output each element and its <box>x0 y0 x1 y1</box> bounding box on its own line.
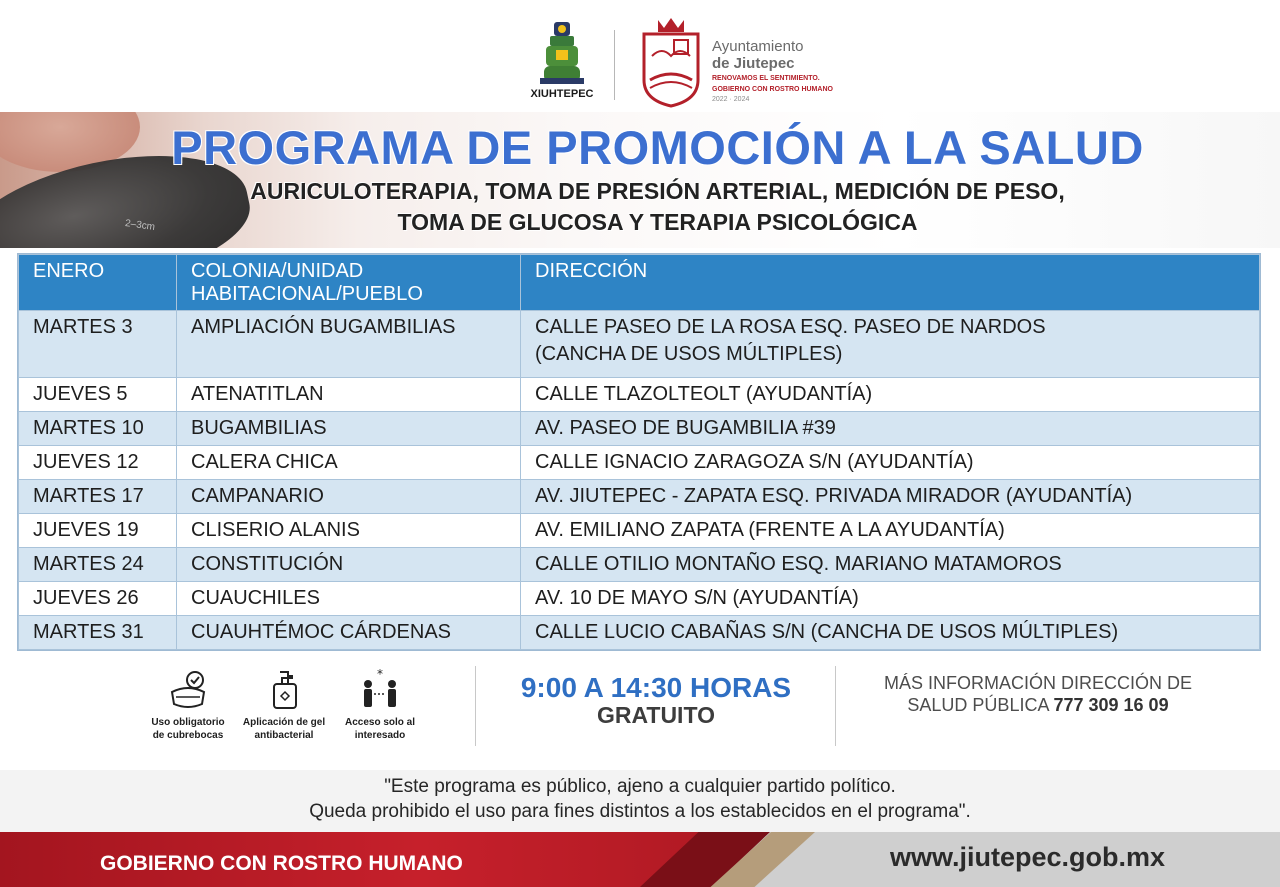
cell-colonia: CONSTITUCIÓN <box>177 548 521 582</box>
requirement-mask-line1: Uso obligatorio <box>151 717 225 728</box>
requirement-gel-line1: Aplicación de gel <box>242 717 326 728</box>
page-subtitle <box>0 176 1280 238</box>
sanitizer-icon <box>262 668 306 712</box>
table-row <box>19 378 1260 412</box>
xiuhtepec-caption: XIUHTEPEC <box>530 88 594 100</box>
table-row <box>19 480 1260 514</box>
requirement-gel-label <box>236 716 332 742</box>
table-row <box>19 514 1260 548</box>
requirements-icons <box>140 668 430 748</box>
table-header-row <box>19 255 1260 311</box>
cell-direccion <box>521 311 1260 378</box>
xiuhtepec-figure-icon <box>538 20 586 86</box>
table-row <box>19 616 1260 650</box>
requirement-gel-line2: antibacterial <box>254 730 314 741</box>
cell-direccion: CALLE TLAZOLTEOLT (AYUDANTÍA) <box>521 378 1260 412</box>
logo-divider <box>614 30 615 100</box>
header-colonia <box>177 255 521 311</box>
disclaimer-line1: "Este programa es público, ajeno a cualquier partido político. <box>384 776 896 797</box>
cell-direccion: AV. JIUTEPEC - ZAPATA ESQ. PRIVADA MIRADOR (AYUDANTÍA) <box>521 480 1260 514</box>
cell-direccion-line2: (CANCHA DE USOS MÚLTIPLES) <box>535 343 843 365</box>
header-month: ENERO <box>19 255 177 311</box>
requirement-gel <box>236 668 332 742</box>
cell-fecha: JUEVES 12 <box>19 446 177 480</box>
cell-fecha: MARTES 17 <box>19 480 177 514</box>
page-title: PROGRAMA DE PROMOCIÓN A LA SALUD <box>171 121 1144 174</box>
cell-direccion: CALLE IGNACIO ZARAGOZA S/N (AYUDANTÍA) <box>521 446 1260 480</box>
cell-direccion: AV. PASEO DE BUGAMBILIA #39 <box>521 412 1260 446</box>
subtitle-line2: TOMA DE GLUCOSA Y TERAPIA PSICOLÓGICA <box>397 209 918 235</box>
cell-colonia: CALERA CHICA <box>177 446 521 480</box>
footer <box>0 832 1280 887</box>
jiutepec-years: 2022 · 2024 <box>712 96 750 103</box>
people-distance-icon <box>358 668 402 712</box>
hours-time: 9:00 A 14:30 HORAS <box>520 672 792 703</box>
cell-fecha: JUEVES 26 <box>19 582 177 616</box>
requirement-access-line1: Acceso solo al <box>344 717 416 728</box>
schedule-hours <box>478 672 834 729</box>
jiutepec-line4: GOBIERNO CON ROSTRO HUMANO <box>712 86 833 93</box>
cell-colonia: CUAUCHILES <box>177 582 521 616</box>
jiutepec-line2: de Jiutepec <box>712 55 795 72</box>
more-info-prefix: SALUD PÚBLICA <box>907 695 1054 715</box>
cell-fecha: JUEVES 19 <box>19 514 177 548</box>
mask-icon <box>166 668 210 712</box>
cell-fecha: MARTES 31 <box>19 616 177 650</box>
cuff-label: 2–3cm <box>124 217 156 234</box>
requirement-mask-label <box>140 716 236 742</box>
requirement-mask-line2: de cubrebocas <box>152 730 224 741</box>
cell-direccion: AV. 10 DE MAYO S/N (AYUDANTÍA) <box>521 582 1260 616</box>
jiutepec-logo <box>638 16 838 108</box>
cell-colonia: BUGAMBILIAS <box>177 412 521 446</box>
cell-colonia: AMPLIACIÓN BUGAMBILIAS <box>177 311 521 378</box>
cell-fecha: JUEVES 5 <box>19 378 177 412</box>
subtitle-line1: AURICULOTERAPIA, TOMA DE PRESIÓN ARTERIAL, MEDICIÓN DE PESO, <box>250 178 1065 204</box>
requirement-access <box>332 668 428 742</box>
info-divider-right <box>835 666 836 746</box>
jiutepec-line3: RENOVAMOS EL SENTIMIENTO. <box>712 75 820 82</box>
footer-url[interactable]: www.jiutepec.gob.mx <box>890 842 1166 872</box>
header-colonia-line2: HABITACIONAL/PUEBLO <box>191 283 423 305</box>
footer-slogan: GOBIERNO CON ROSTRO HUMANO <box>100 852 463 875</box>
cell-colonia: CAMPANARIO <box>177 480 521 514</box>
schedule-table <box>17 253 1261 651</box>
cell-colonia: CLISERIO ALANIS <box>177 514 521 548</box>
cell-direccion-line1: CALLE PASEO DE LA ROSA ESQ. PASEO DE NARDOS <box>535 316 1046 338</box>
cell-colonia: ATENATITLAN <box>177 378 521 412</box>
requirement-mask <box>140 668 236 742</box>
more-info-line2 <box>838 694 1238 716</box>
cell-direccion: CALLE OTILIO MONTAÑO ESQ. MARIANO MATAMOROS <box>521 548 1260 582</box>
header-colonia-line1: COLONIA/UNIDAD <box>191 260 364 282</box>
xiuhtepec-logo <box>522 20 602 105</box>
legal-disclaimer <box>0 770 1280 832</box>
jiutepec-text <box>712 38 833 103</box>
requirement-access-line2: interesado <box>354 730 406 741</box>
cell-colonia: CUAUHTÉMOC CÁRDENAS <box>177 616 521 650</box>
phone-number: 777 309 16 09 <box>1053 695 1169 715</box>
more-info <box>838 672 1238 716</box>
hours-price: GRATUITO <box>597 702 715 728</box>
requirement-access-label <box>332 716 428 742</box>
table-row <box>19 582 1260 616</box>
table-row <box>19 548 1260 582</box>
cell-fecha: MARTES 3 <box>19 311 177 378</box>
header-direccion: DIRECCIÓN <box>521 255 1260 311</box>
disclaimer-line2: Queda prohibido el uso para fines distintos a los establecidos en el programa". <box>309 801 971 822</box>
jiutepec-shield-icon <box>638 16 704 108</box>
cell-direccion: CALLE LUCIO CABAÑAS S/N (CANCHA DE USOS MÚLTIPLES) <box>521 616 1260 650</box>
jiutepec-line1: Ayuntamiento <box>712 38 804 55</box>
cell-fecha: MARTES 10 <box>19 412 177 446</box>
table-row <box>19 446 1260 480</box>
header <box>0 0 1280 112</box>
cell-fecha: MARTES 24 <box>19 548 177 582</box>
table-row <box>19 412 1260 446</box>
cell-direccion: AV. EMILIANO ZAPATA (FRENTE A LA AYUDANTÍA) <box>521 514 1260 548</box>
table-row <box>19 311 1260 378</box>
info-divider-left <box>475 666 476 746</box>
more-info-line1: MÁS INFORMACIÓN DIRECCIÓN DE <box>883 673 1192 693</box>
info-strip <box>0 658 1280 770</box>
svg-text:*: * <box>377 668 383 681</box>
